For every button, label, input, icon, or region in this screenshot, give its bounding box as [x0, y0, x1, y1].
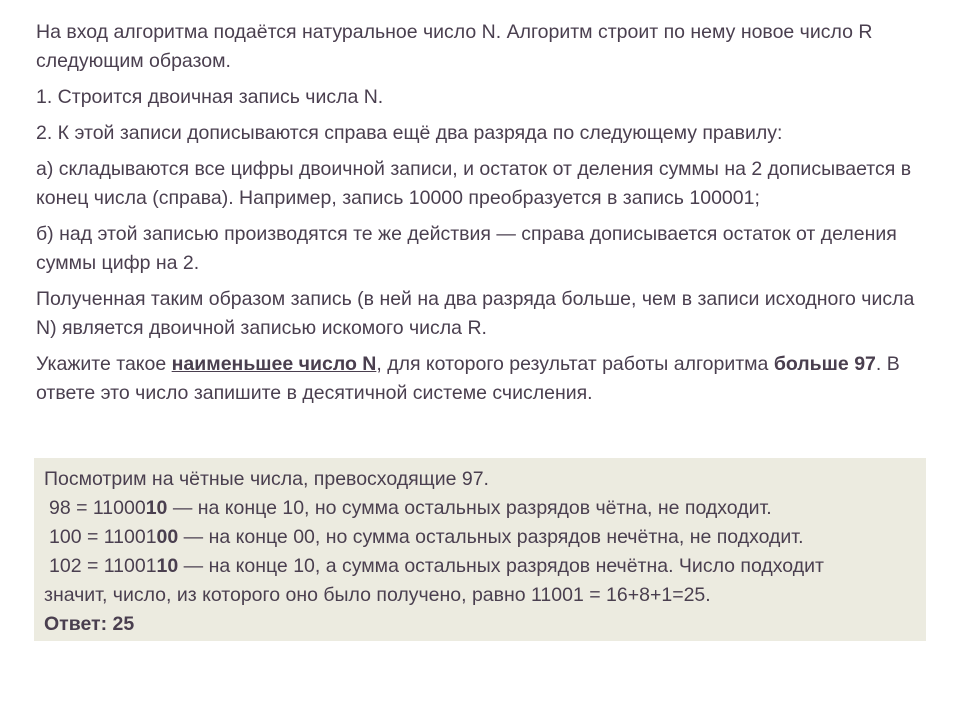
task-paragraph-intro: На вход алгоритма подаётся натуральное число N. Алгоритм строит по нему новое число R следующим образом. [36, 21, 873, 72]
task-result-description: Полученная таким образом запись (в ней на два разряда больше, чем в записи исходного числа N) является двоичной записью искомого числа R. [36, 288, 915, 339]
solution-line-100: 100 = 1100100 — на конце 00, но сумма остальных разрядов нечётна, не подходит. [49, 526, 804, 548]
solution-line-102: 102 = 1100110 — на конце 10, а сумма остальных разрядов нечётна. Число подходит [49, 555, 824, 577]
task-step-1: 1. Строится двоичная запись числа N. [36, 86, 384, 108]
task-step-2: 2. К этой записи дописываются справа ещё два разряда по следующему правилу: [36, 122, 783, 144]
question-text-mid: , для которого результат работы алгоритма [376, 353, 774, 375]
solution-intro: Посмотрим на чётные числа, превосходящие 97. [44, 468, 489, 490]
solution-line-98: 98 = 1100010 — на конце 10, но сумма остальных разрядов чётна, не подходит. [49, 497, 772, 519]
question-text-end: . В ответе это число запишите в десятичной системе счисления. [36, 353, 900, 404]
question-text-start: Укажите такое [36, 353, 172, 375]
solution-answer: Ответ: 25 [44, 613, 135, 635]
solution-box [34, 458, 926, 641]
question-key-phrase: наименьшее число N [171, 353, 377, 375]
solution-conclusion: значит, число, из которого оно было получено, равно 11001 = 16+8+1=25. [44, 584, 711, 606]
question-threshold: больше 97 [773, 353, 876, 375]
task-question [36, 350, 916, 408]
task-step-2b: б) над этой записью производятся те же действия — справа дописывается остаток от деления суммы цифр на 2. [36, 223, 897, 274]
task-step-2a: а) складываются все цифры двоичной записи, и остаток от деления суммы на 2 дописывается в конец числа (справа). Например, запись 10000 преобразуется в запись 100001; [36, 158, 912, 209]
task-text [36, 18, 916, 415]
